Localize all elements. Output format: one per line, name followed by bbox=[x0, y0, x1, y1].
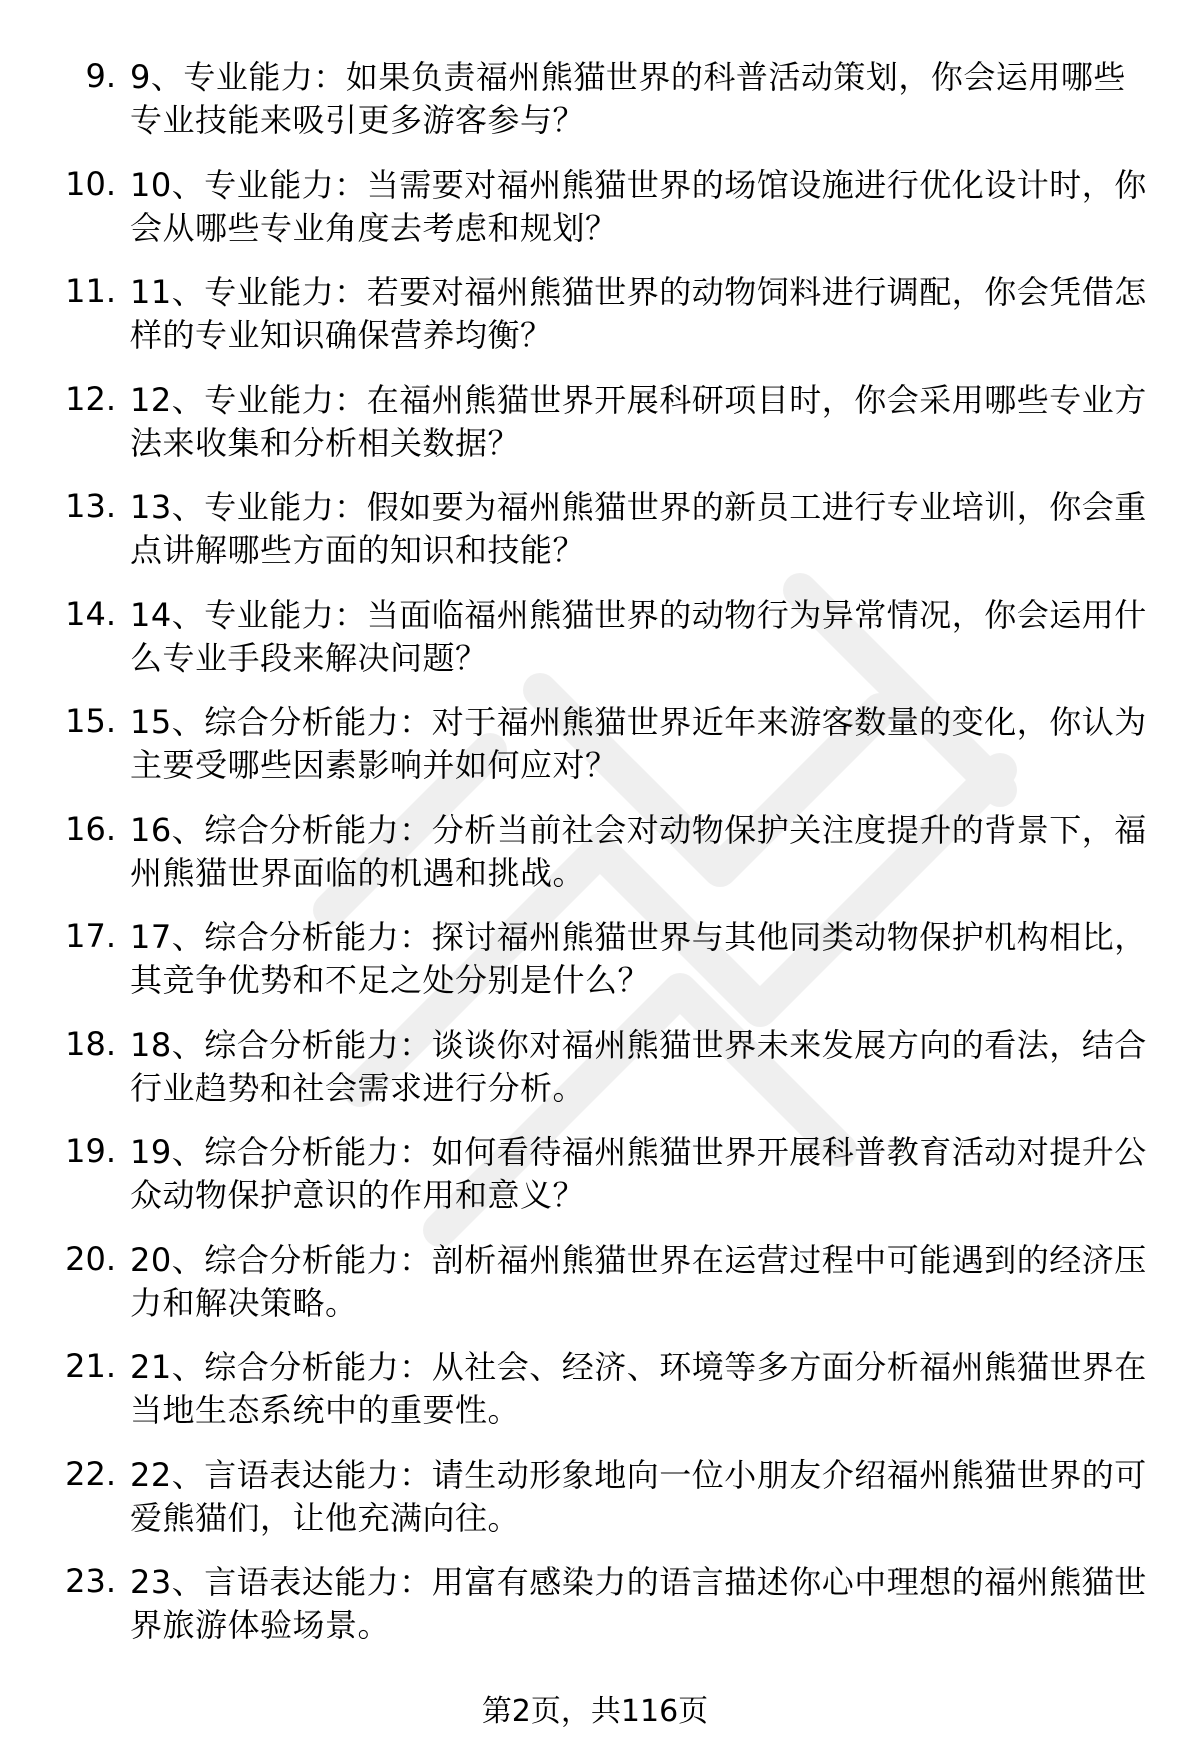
question-number: 20. bbox=[65, 1239, 116, 1278]
question-item bbox=[0, 271, 1190, 379]
question-text: 21、综合分析能力：从社会、经济、环境等多方面分析福州熊猫世界在当地生态系统中的重要性。 bbox=[130, 1348, 1147, 1429]
question-item bbox=[0, 701, 1190, 809]
question-text: 11、专业能力：若要对福州熊猫世界的动物饲料进行调配，你会凭借怎样的专业知识确保营养均衡？ bbox=[130, 273, 1147, 354]
question-text: 17、综合分析能力：探讨福州熊猫世界与其他同类动物保护机构相比，其竞争优势和不足之处分别是什么？ bbox=[130, 918, 1147, 999]
question-item bbox=[0, 56, 1190, 164]
question-number: 16. bbox=[65, 809, 116, 848]
question-number: 11. bbox=[65, 272, 116, 310]
question-text: 23、言语表达能力：用富有感染力的语言描述你心中理想的福州熊猫世界旅游体验场景。 bbox=[130, 1563, 1147, 1644]
question-text: 10、专业能力：当需要对福州熊猫世界的场馆设施进行优化设计时，你会从哪些专业角度去考虑和规划？ bbox=[130, 165, 1147, 247]
question-text: 19、综合分析能力：如何看待福州熊猫世界开展科普教育活动对提升公众动物保护意识的作用和意义？ bbox=[130, 1133, 1147, 1214]
question-text: 13、专业能力：假如要为福州熊猫世界的新员工进行专业培训，你会重点讲解哪些方面的知识和技能？ bbox=[130, 488, 1147, 569]
question-item bbox=[0, 1346, 1190, 1454]
question-item bbox=[0, 1561, 1190, 1669]
page-number: 第2页，共116页 bbox=[481, 1694, 709, 1729]
question-item bbox=[0, 809, 1190, 917]
question-number: 9. bbox=[85, 57, 116, 95]
question-text: 14、专业能力：当面临福州熊猫世界的动物行为异常情况，你会运用什么专业手段来解决问题？ bbox=[130, 595, 1147, 677]
question-text: 12、专业能力：在福州熊猫世界开展科研项目时，你会采用哪些专业方法来收集和分析相关数据？ bbox=[130, 380, 1147, 462]
question-text: 20、综合分析能力：剖析福州熊猫世界在运营过程中可能遇到的经济压力和解决策略。 bbox=[130, 1240, 1147, 1322]
question-number: 23. bbox=[65, 1562, 116, 1600]
question-number: 22. bbox=[65, 1454, 116, 1493]
question-number: 10. bbox=[65, 164, 116, 203]
question-item bbox=[0, 1131, 1190, 1239]
question-item bbox=[0, 1239, 1190, 1347]
question-number: 19. bbox=[65, 1132, 116, 1170]
question-text: 18、综合分析能力：谈谈你对福州熊猫世界未来发展方向的看法，结合行业趋势和社会需求进行分析。 bbox=[130, 1025, 1147, 1107]
question-number: 21. bbox=[65, 1347, 116, 1385]
question-item bbox=[0, 916, 1190, 1024]
question-number: 12. bbox=[65, 379, 116, 418]
question-text: 9、专业能力：如果负责福州熊猫世界的科普活动策划，你会运用哪些专业技能来吸引更多游客参与？ bbox=[130, 58, 1126, 139]
question-item bbox=[0, 486, 1190, 594]
question-item bbox=[0, 594, 1190, 702]
question-text: 22、言语表达能力：请生动形象地向一位小朋友介绍福州熊猫世界的可爱熊猫们，让他充满向往。 bbox=[130, 1455, 1147, 1537]
question-item bbox=[0, 164, 1190, 272]
question-number: 15. bbox=[65, 702, 116, 740]
question-item bbox=[0, 1454, 1190, 1562]
question-text: 16、综合分析能力：分析当前社会对动物保护关注度提升的背景下，福州熊猫世界面临的机遇和挑战。 bbox=[130, 810, 1147, 892]
question-list bbox=[0, 56, 1190, 1669]
question-text: 15、综合分析能力：对于福州熊猫世界近年来游客数量的变化，你认为主要受哪些因素影响并如何应对？ bbox=[130, 703, 1147, 784]
question-number: 14. bbox=[65, 594, 116, 633]
question-item bbox=[0, 1024, 1190, 1132]
question-number: 18. bbox=[65, 1024, 116, 1063]
question-item bbox=[0, 379, 1190, 487]
question-number: 13. bbox=[65, 487, 116, 525]
question-number: 17. bbox=[65, 917, 116, 955]
